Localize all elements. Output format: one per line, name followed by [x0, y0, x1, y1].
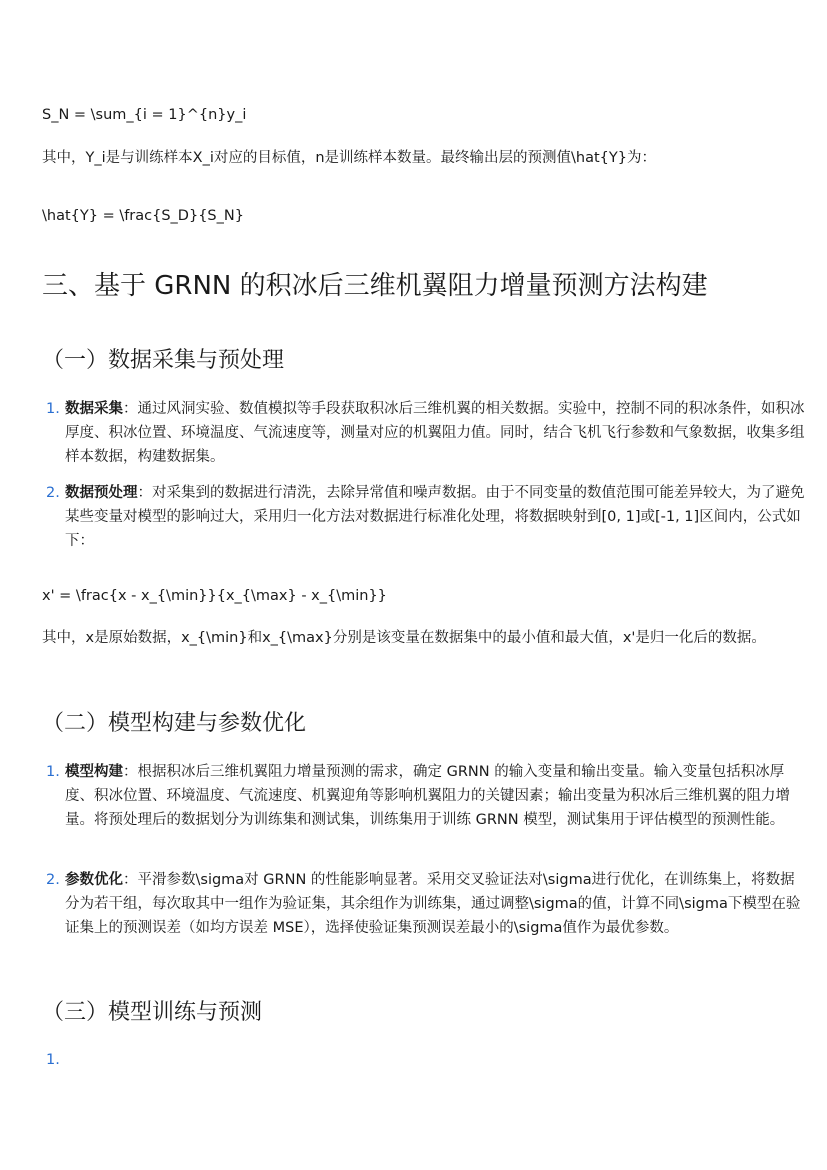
list-item-text: ：根据积冰后三维机翼阻力增量预测的需求，确定 GRNN 的输入变量和输出变量。输入变量包括积冰厚度、积冰位置、环境温度、气流速度、机翼迎角等影响机翼阻力的关键因素；输出变量为积冰后三维机翼的阻力增量。将预处理后的数据划分为训练集和测试集，训练集用于训练 GRNN 模型，测试集用于评估模型的预测性能。 — [65, 764, 790, 828]
list-number: 2. — [46, 872, 60, 888]
list-item-text: ：平滑参数\sigma对 GRNN 的性能影响显著。采用交叉验证法对\sigma进行优化，在训练集上，将数据分为若干组，每次取其中一组作为验证集，其余组作为训练集，通过调整\sigma的值，计算不同\sigma下模型在验证集上的预测误差（如均方误差 MSE），选择使验证集预测误差最小的\sigma值作为最优参数。 — [65, 872, 801, 936]
list-number: 1. — [46, 401, 60, 417]
subsection-2-heading: （二）模型构建与参数优化 — [42, 711, 307, 736]
paragraph-sn-explanation: 其中，Y_i是与训练样本X_i对应的目标值，n是训练样本数量。最终输出层的预测值\hat{Y}为： — [42, 150, 656, 166]
list-item-text: ：通过风洞实验、数值模拟等手段获取积冰后三维机翼的相关数据。实验中，控制不同的积冰条件，如积冰厚度、积冰位置、环境温度、气流速度等，测量对应的机翼阻力值。同时，结合飞机飞行参数和气象数据，收集多组样本数据，构建数据集。 — [65, 401, 805, 465]
paragraph-normalization-explanation: 其中，x是原始数据，x_{\min}和x_{\max}分别是该变量在数据集中的最小值和最大值，x'是归一化后的数据。 — [42, 630, 766, 646]
subsection-3-heading: （三）模型训练与预测 — [42, 1000, 263, 1025]
list-number: 1. — [46, 1052, 60, 1068]
subsection-1-heading: （一）数据采集与预处理 — [42, 348, 285, 373]
formula-normalization: x' = \frac{x - x_{\min}}{x_{\max} - x_{\min}} — [42, 588, 387, 604]
list-item-term: 模型构建 — [65, 764, 123, 780]
list-item-term: 参数优化 — [65, 872, 123, 888]
list-number: 2. — [46, 485, 60, 501]
section-3-heading: 三、基于 GRNN 的积冰后三维机翼阻力增量预测方法构建 — [42, 271, 708, 301]
formula-yhat: \hat{Y} = \frac{S_D}{S_N} — [42, 208, 244, 224]
list-item-text: ：对采集到的数据进行清洗，去除异常值和噪声数据。由于不同变量的数值范围可能差异较大，为了避免某些变量对模型的影响过大，采用归一化方法对数据进行标准化处理，将数据映射到[0, 1]或[-1, 1]区间内，公式如下： — [65, 485, 805, 549]
list-item-term: 数据预处理 — [65, 485, 138, 501]
list-item-term: 数据采集 — [65, 401, 123, 417]
list-number: 1. — [46, 764, 60, 780]
formula-sn: S_N = \sum_{i = 1}^{n}y_i — [42, 107, 247, 123]
